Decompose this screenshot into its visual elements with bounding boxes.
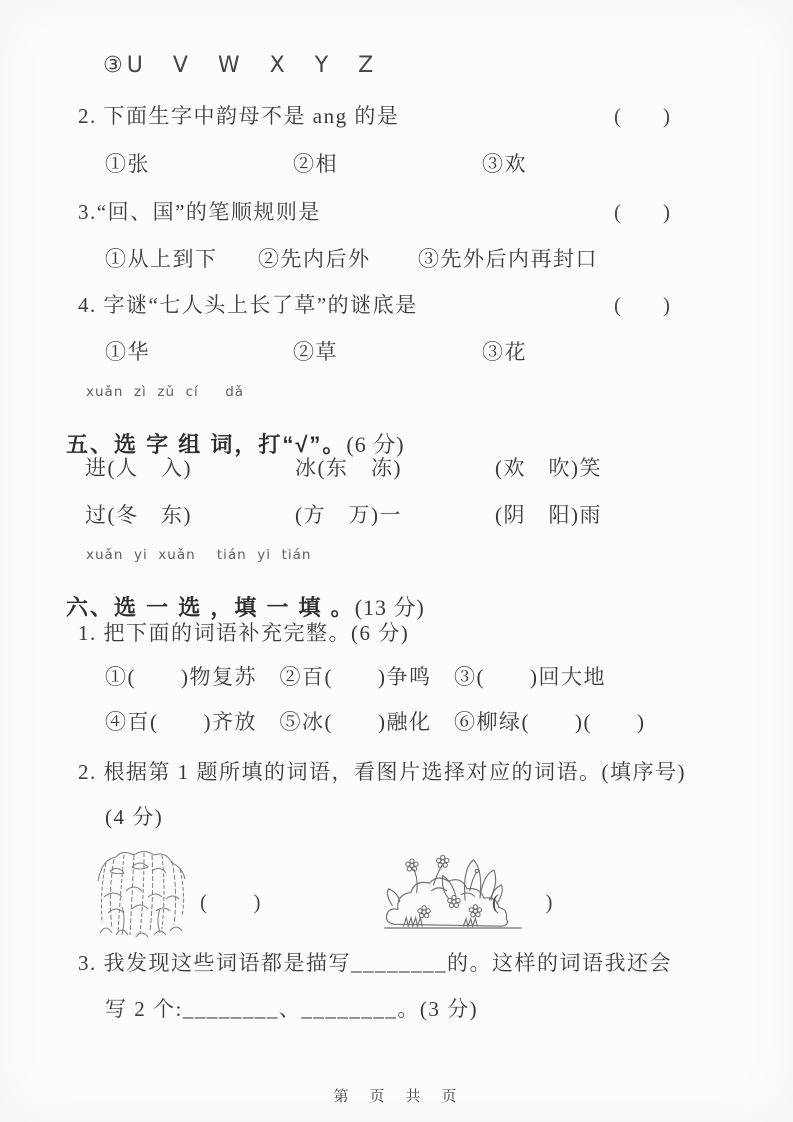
part-v-title-text: 五、选 字 组 词，打“√”。 <box>66 432 347 457</box>
vi-q2-text: 2. 根据第 1 题所填的词语，看图片选择对应的词语。(填序号) <box>78 760 686 784</box>
page-footer: 第 页 共 页 <box>333 1088 460 1105</box>
question-4-text: 4. 字谜“七人头上长了草”的谜底是 <box>78 293 418 317</box>
vi-q1-fill-line-1: ①( )物复苏 ②百( )争鸣 ③( )回大地 <box>105 665 606 689</box>
question-3-line <box>78 196 670 226</box>
q1-option3-letters: ③U V W X Y Z <box>103 53 378 78</box>
part-v-pinyin: xuǎn zì zǔ cí dǎ <box>86 384 245 400</box>
q3-option-2: ②先内后外 <box>258 247 371 271</box>
q2-option-3: ③欢 <box>482 152 527 176</box>
vi-q1-text: 1. 把下面的词语补充完整。(6 分) <box>78 621 410 645</box>
q4-option-3: ③花 <box>482 340 527 364</box>
question-2-answer-bracket: ( ) <box>614 104 670 128</box>
part-v-item-6: (阴 阳)雨 <box>495 503 602 527</box>
part-vi-title-text: 六、选 一 选 ，填 一 填 。 <box>66 595 355 620</box>
question-4-line <box>78 289 670 319</box>
vi-q1-fill-line-2: ④百( )齐放 ⑤冰( )融化 ⑥柳绿( )( ) <box>105 710 646 734</box>
q2-option-2: ②相 <box>293 152 338 176</box>
part-v-item-2: 冰(东 冻) <box>295 456 402 480</box>
vi-q2-image1-answer-bracket: ( ) <box>200 890 262 914</box>
part-v-item-4: 过(冬 东) <box>85 503 192 527</box>
part-v-item-5: (方 万)一 <box>295 503 402 527</box>
part-v-item-3: (欢 吹)笑 <box>495 456 602 480</box>
part-v-item-1: 进(人 入) <box>85 456 192 480</box>
part-vi-score: (13 分) <box>354 595 425 620</box>
vi-q3-line-1: 3. 我发现这些词语都是描写________的。这样的词语我还会 <box>78 951 672 975</box>
q4-option-2: ②草 <box>293 340 338 364</box>
vi-q2-image2-answer-bracket: ( ) <box>492 890 554 914</box>
part-v-score: (6 分) <box>346 432 405 457</box>
question-4-answer-bracket: ( ) <box>614 293 670 317</box>
q4-option-1: ①华 <box>105 340 150 364</box>
question-3-text: 3.“回、国”的笔顺规则是 <box>78 200 321 224</box>
vi-q3-line-2: 写 2 个:________、________。(3 分) <box>105 997 479 1021</box>
q2-option-1: ①张 <box>105 152 150 176</box>
part-vi-pinyin: xuǎn yi xuǎn tián yi tián <box>86 547 312 563</box>
question-2-text: 2. 下面生字中韵母不是 ang 的是 <box>78 104 400 128</box>
question-2-line <box>78 100 670 130</box>
q3-option-3: ③先外后内再封口 <box>418 247 598 271</box>
q3-option-1: ①从上到下 <box>105 247 218 271</box>
question-3-answer-bracket: ( ) <box>614 200 670 224</box>
vi-q2-text-continuation: (4 分) <box>105 805 164 829</box>
willow-tree-image <box>92 847 192 939</box>
